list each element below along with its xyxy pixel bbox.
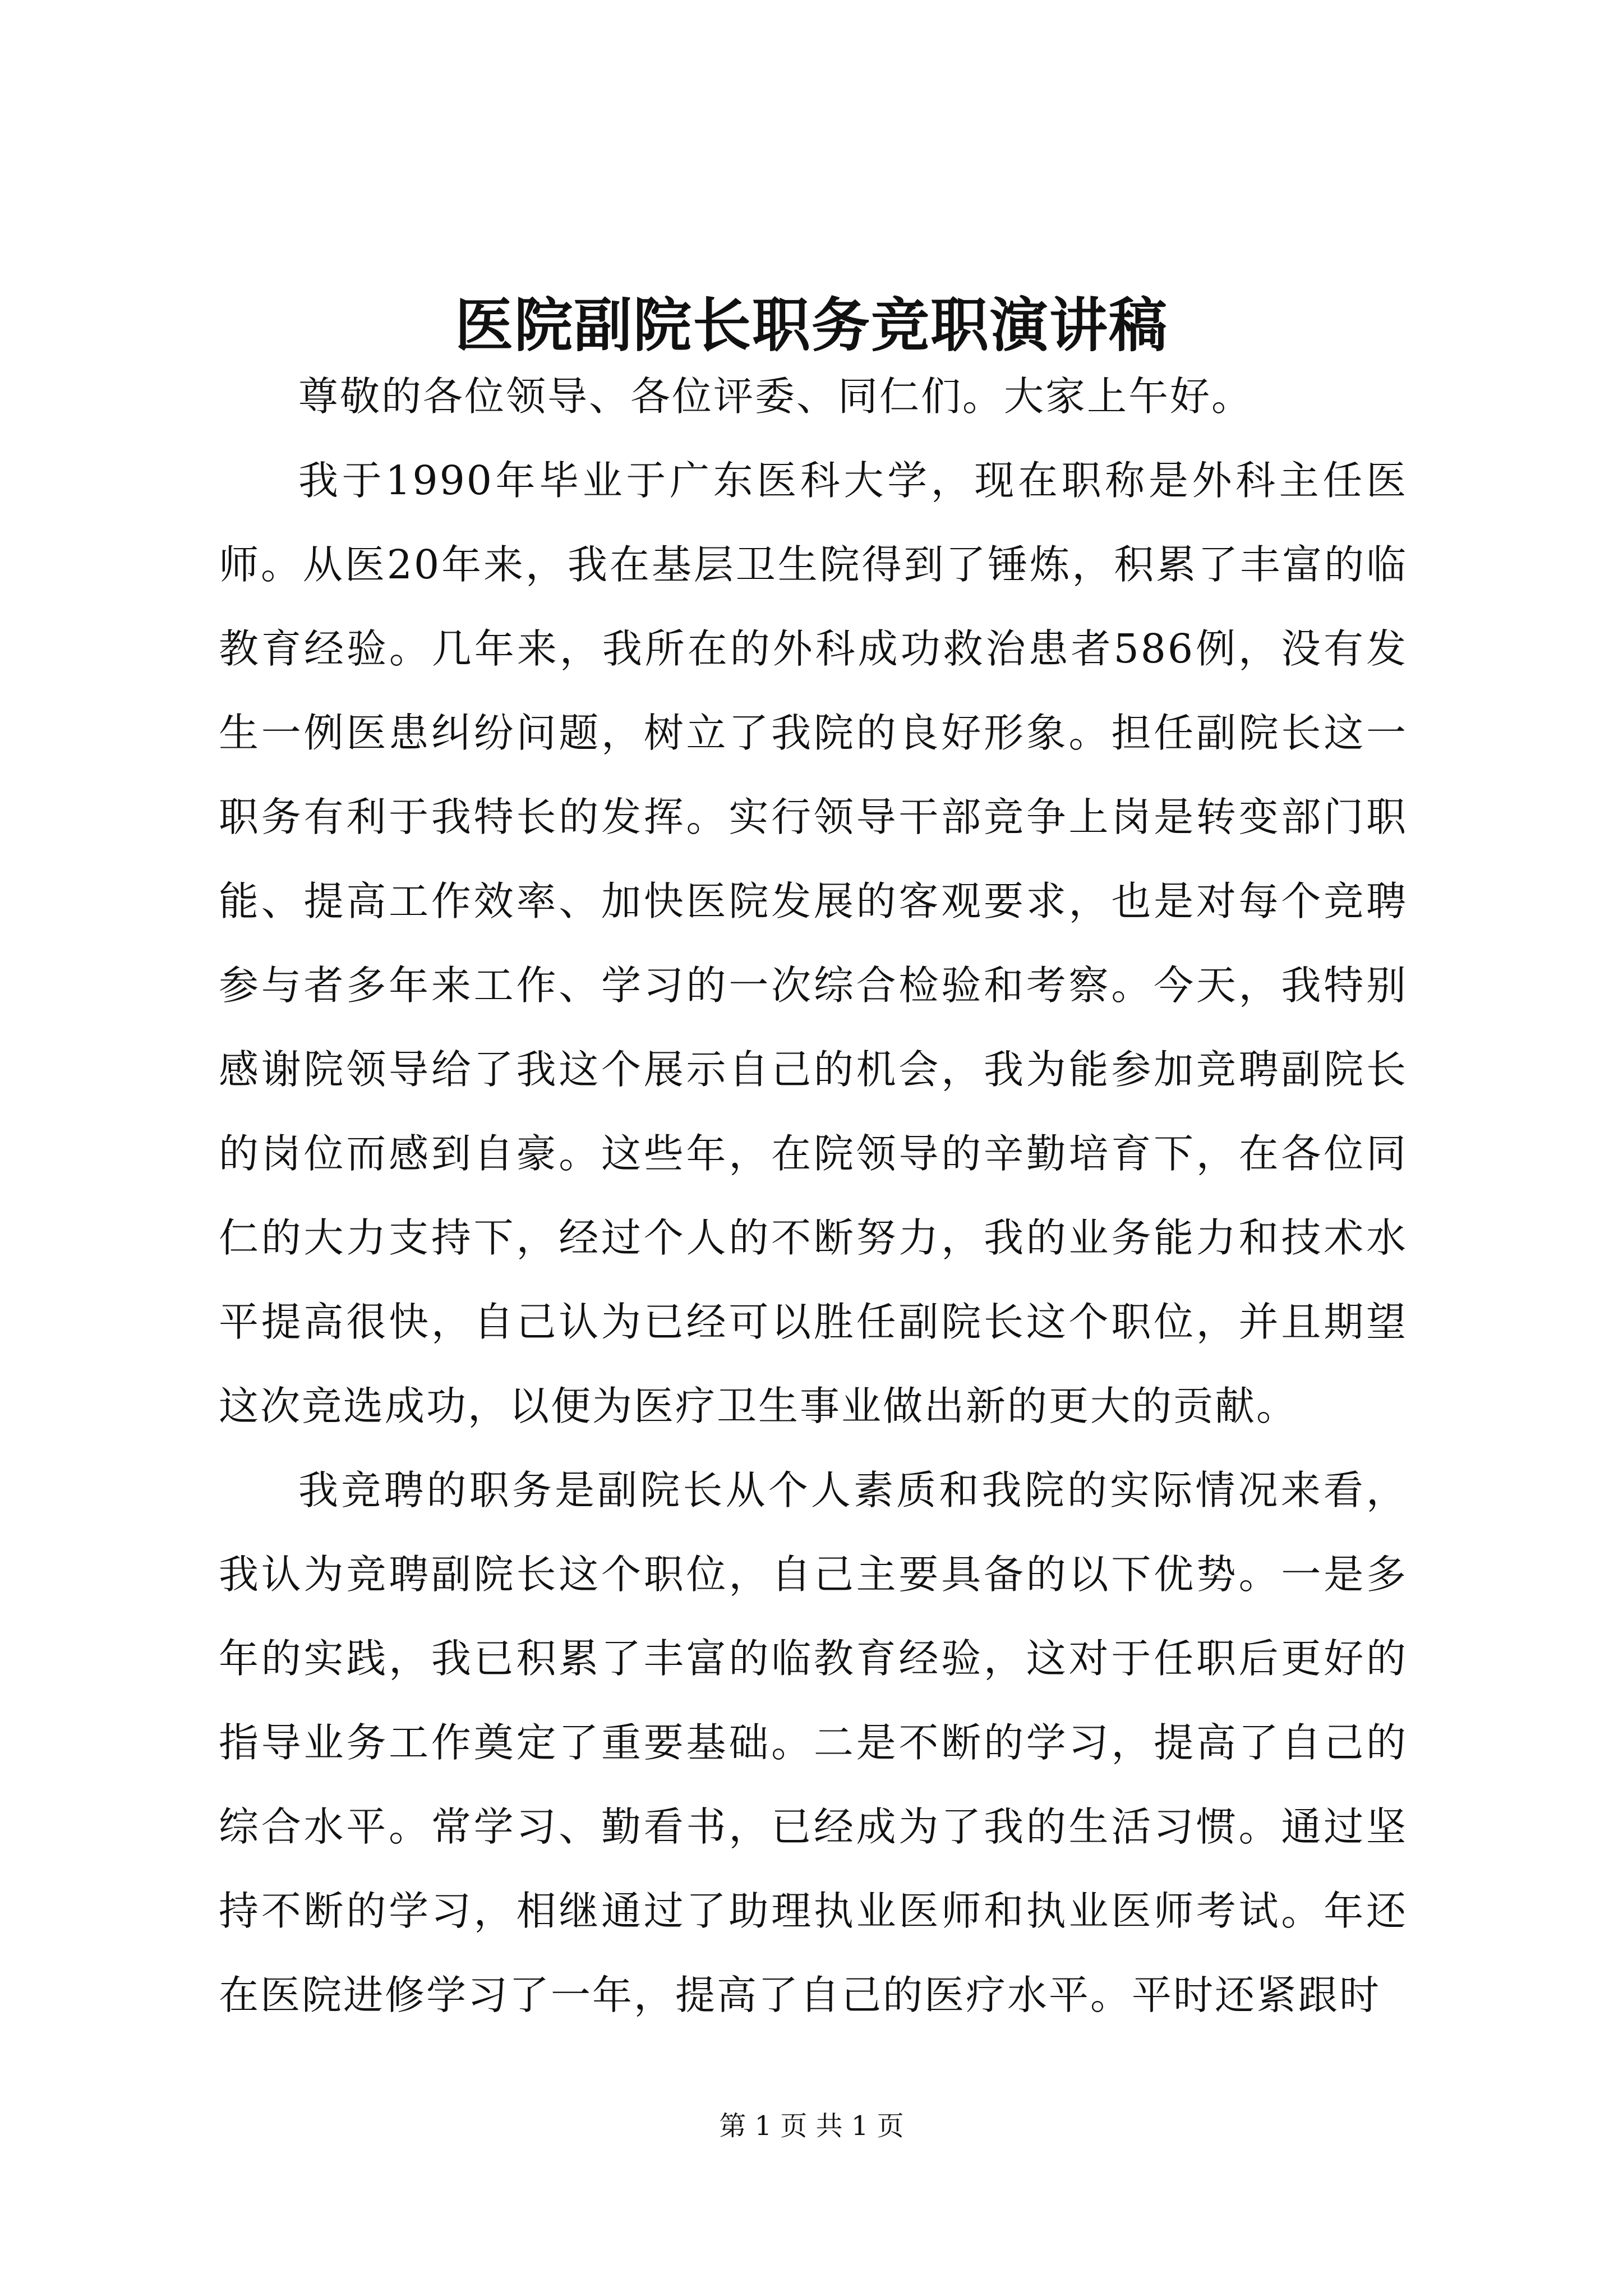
advantages-paragraph: 我竞聘的职务是副院长从个人素质和我院的实际情况来看，我认为竞聘副院长这个职位，自己主要具备的以下优势。一是多年的实践，我已积累了丰富的临教育经验，这对于任职后更好的指导业务工作奠定了重要基础。二是不断的学习，提高了自己的综合水平。常学习、勤看书，已经成为了我的生活习惯。通过坚持不断的学习，相继通过了助理执业医师和执业医师考试。年还在医院进修学习了一年，提高了自己的医疗水平。平时还紧跟时 [219,1467,1408,2018]
page-footer: 第 1 页 共 1 页 [719,2110,904,2142]
document-body [219,355,1408,2037]
greeting-paragraph: 尊敬的各位领导、各位评委、同仁们。大家上午好。 [298,373,1253,420]
document-title: 医院副院长职务竞职演讲稿 [454,291,1168,360]
background-paragraph: 我于1990年毕业于广东医科大学，现在职称是外科主任医师。从医20年来，我在基层卫生院得到了锤炼，积累了丰富的临教育经验。几年来，我所在的外科成功救治患者586例，没有发生一例医患纠纷问题，树立了我院的良好形象。担任副院长这一职务有利于我特长的发挥。实行领导干部竞争上岗是转变部门职能、提高工作效率、加快医院发展的客观要求，也是对每个竞聘参与者多年来工作、学习的一次综合检验和考察。今天，我特别感谢院领导给了我这个展示自己的机会，我为能参加竞聘副院长的岗位而感到自豪。这些年，在院领导的辛勤培育下，在各位同仁的大力支持下，经过个人的不断努力，我的业务能力和技术水平提高很快，自己认为已经可以胜任副院长这个职位，并且期望这次竞选成功，以便为医疗卫生事业做出新的更大的贡献。 [219,457,1408,1429]
